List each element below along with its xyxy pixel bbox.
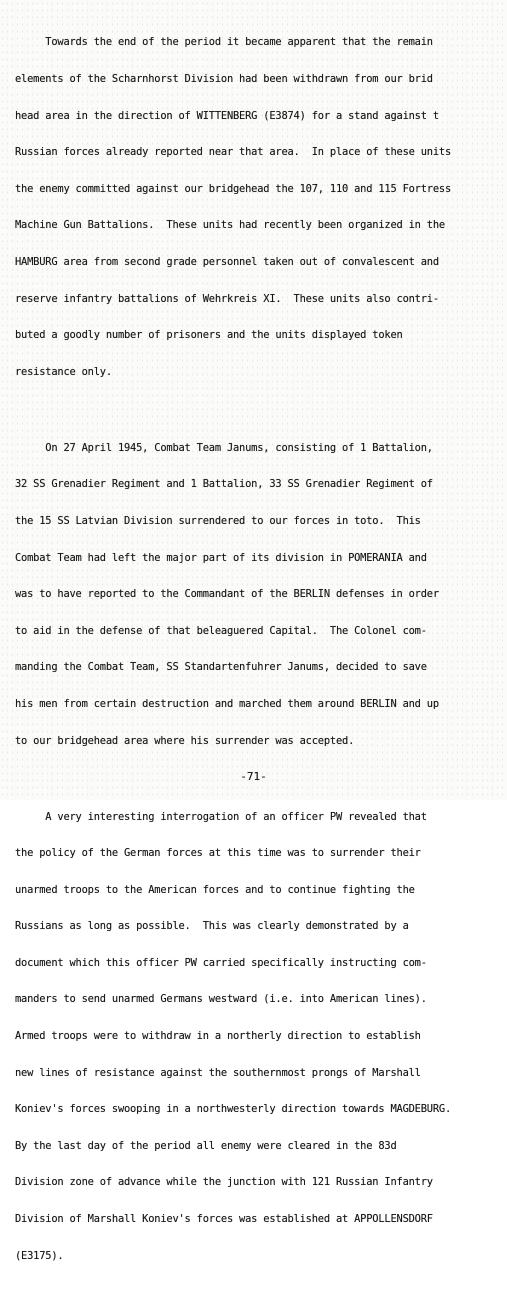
text-line: By the last day of the period all enemy were cleared in the 83d <box>15 1139 397 1152</box>
text-line: Russian forces already reported near that area. In place of these units <box>15 146 452 159</box>
text-line: A very interesting interrogation of an officer PW revealed that <box>15 810 427 823</box>
page-number: -71- <box>240 770 267 783</box>
text-line: his men from certain destruction and marched them around BERLIN and up <box>15 697 439 710</box>
paragraph-combat-team-janums <box>15 417 493 771</box>
text-line: (E3175). <box>15 1249 64 1262</box>
text-line: Division of Marshall Koniev's forces was established at APPOLLENSDORF <box>15 1213 433 1226</box>
text-line: Division zone of advance while the junction with 121 Russian Infantry <box>15 1176 433 1189</box>
text-line: was to have reported to the Commandant of the BERLIN defenses in order <box>15 588 439 601</box>
text-line: buted a goodly number of prisoners and the units displayed token <box>15 329 403 342</box>
text-line: Russians as long as possible. This was clearly demonstrated by a <box>15 920 409 933</box>
paragraph-pw-interrogation <box>15 786 493 1286</box>
text-line: 32 SS Grenadier Regiment and 1 Battalion, 33 SS Grenadier Regiment of <box>15 478 433 491</box>
text-line: manding the Combat Team, SS Standartenfuhrer Janums, decided to save <box>15 661 427 674</box>
paragraph-scharnhorst-withdrawal <box>15 12 493 402</box>
text-line: HAMBURG area from second grade personnel taken out of convalescent and <box>15 255 439 268</box>
text-line: head area in the direction of WITTENBERG (E3874) for a stand against t <box>15 109 439 122</box>
text-line: reserve infantry battalions of Wehrkreis XI. These units also contri- <box>15 292 439 305</box>
text-line: to our bridgehead area where his surrender was accepted. <box>15 734 355 747</box>
text-line: manders to send unarmed Germans westward (i.e. into American lines). <box>15 993 427 1006</box>
text-line: the enemy committed against our bridgehead the 107, 110 and 115 Fortress <box>15 182 452 195</box>
text-line: resistance only. <box>15 365 112 378</box>
text-line: Combat Team had left the major part of its division in POMERANIA and <box>15 551 427 564</box>
text-line: elements of the Scharnhorst Division had been withdrawn from our brid <box>15 73 433 85</box>
text-line: the 15 SS Latvian Division surrendered to our forces in toto. This <box>15 514 421 527</box>
text-line: new lines of resistance against the southernmost prongs of Marshall <box>15 1066 421 1079</box>
text-line: document which this officer PW carried specifically instructing com- <box>15 956 427 969</box>
text-line: Koniev's forces swooping in a northwesterly direction towards MAGDEBURG. <box>15 1103 452 1116</box>
text-line: Machine Gun Battalions. These units had recently been organized in the <box>15 219 445 232</box>
text-line: Armed troops were to withdraw in a northerly direction to establish <box>15 1030 421 1043</box>
text-line: unarmed troops to the American forces and to continue fighting the <box>15 883 415 896</box>
text-line: to aid in the defense of that beleaguered Capital. The Colonel com- <box>15 624 427 637</box>
text-line: On 27 April 1945, Combat Team Janums, consisting of 1 Battalion, <box>15 441 433 454</box>
text-line: Towards the end of the period it became apparent that the remain <box>15 36 433 49</box>
body-text <box>15 12 493 1301</box>
text-line: the policy of the German forces at this time was to surrender their <box>15 847 421 860</box>
